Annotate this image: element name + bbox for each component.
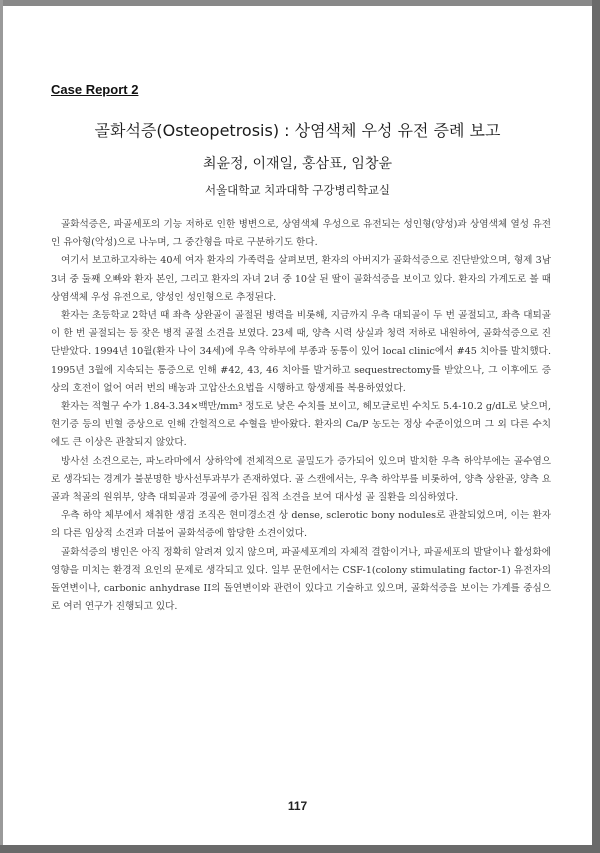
document-page: [3, 6, 592, 845]
body-paragraph: 여기서 보고하고자하는 40세 여자 환자의 가족력을 살펴보면, 환자의 아버지가 골화석증으로 진단받았으며, 형제 3남 3녀 중 둘째 오빠와 환자 본인, 그리고 환자의 자녀 2녀 중 10살 된 딸이 골화석증을 보이고 있다. 환자의 가계도로 볼 때 상염색체 우성 유전으로, 양성인 성인형으로 추정된다.: [51, 255, 551, 303]
body-paragraph: 환자는 적혈구 수가 1.84-3.34×백만/mm³ 정도로 낮은 수치를 보이고, 헤모글로빈 수치도 5.4-10.2 g/dL로 낮으며, 현기증 등의 빈혈 증상으로 인해 간헐적으로 수혈을 받아왔다. 환자의 Ca/P 농도는 정상 수준이었으며 그 외 다른 수치에도 큰 이상은 관찰되지 않았다.: [51, 401, 551, 449]
page-frame-right: [592, 0, 600, 853]
page-number: 117: [287, 799, 308, 813]
body-paragraph: 방사선 소견으로는, 파노라마에서 상하악에 전체적으로 골밀도가 증가되어 있으며 발치한 우측 하악부에는 골수염으로 생각되는 경계가 불분명한 방사선투과부가 존재하였다. 골 스캔에서는, 우측 하악부를 비롯하여, 양측 상완골, 양측 요골과 척골의 원위부, 양측 대퇴골과 경골에 증가된 집적 소견을 보여 대사성 골 질환을 의심하였다.: [51, 455, 551, 504]
author-affiliation: 서울대학교 치과대학 구강병리학교실: [204, 183, 391, 197]
body-paragraph: 우측 하악 체부에서 채취한 생검 조직은 현미경소견 상 dense, sclerotic bony nodules로 관찰되었으며, 이는 환자의 다른 임상적 소견과 더불어 골화석증에 합당한 소견이었다.: [51, 510, 551, 540]
body-paragraph: 골화석증은, 파골세포의 기능 저하로 인한 병변으로, 상염색체 우성으로 유전되는 성인형(양성)과 상염색체 열성 유전인 유아형(악성)으로 나누며, 그 중간형을 따로 구분하기도 한다.: [51, 219, 551, 249]
body-paragraph: 환자는 초등학교 2학년 때 좌측 상완골이 골절된 병력을 비롯해, 지금까지 우측 대퇴골이 두 번 골절되고, 좌측 대퇴골이 한 번 골절되는 등 잦은 병적 골절 소견을 보였다. 23세 때, 양측 시력 상실과 청력 저하로 내원하여, 골화석증으로 진단받았다. 1994년 10월(환자 나이 34세)에 우측 악하부에 부종과 동통이 있어 local clinic에서 #45 치아를 발치했다. 1995년 3월에 지속되는 통증으로 인해 #42, 43, 46 치아를 발거하고 sequestrectomy를 받았으나, 그 이후에도 증상의 호전이 없어 여러 번의 배농과 고압산소요법을 시행하고 항생제를 복용하였었다.: [51, 310, 551, 394]
author-list: 최윤정, 이재일, 홍삼표, 임창윤: [203, 156, 392, 172]
case-report-label: Case Report 2: [51, 82, 139, 97]
paper-title: 골화석증(Osteopetrosis) : 상염색체 우성 유전 증례 보고: [94, 121, 501, 140]
abstract-body: [51, 216, 551, 616]
body-paragraph: 골화석증의 병인은 아직 정확히 알려져 있지 않으며, 파골세포계의 자체적 결함이거나, 파골세포의 발달이나 활성화에 영향을 미치는 환경적 요인의 문제로 생각되고 있다. 일부 문헌에서는 CSF-1(colony stimulating factor-1) 유전자의 돌연변이나, carbonic anhydrase II의 돌연변이와 관련이 있다고 기술하고 있으며, 골화석증을 보이는 가계를 중심으로 여러 연구가 진행되고 있다.: [51, 546, 551, 613]
page-frame-bottom: [0, 845, 600, 853]
